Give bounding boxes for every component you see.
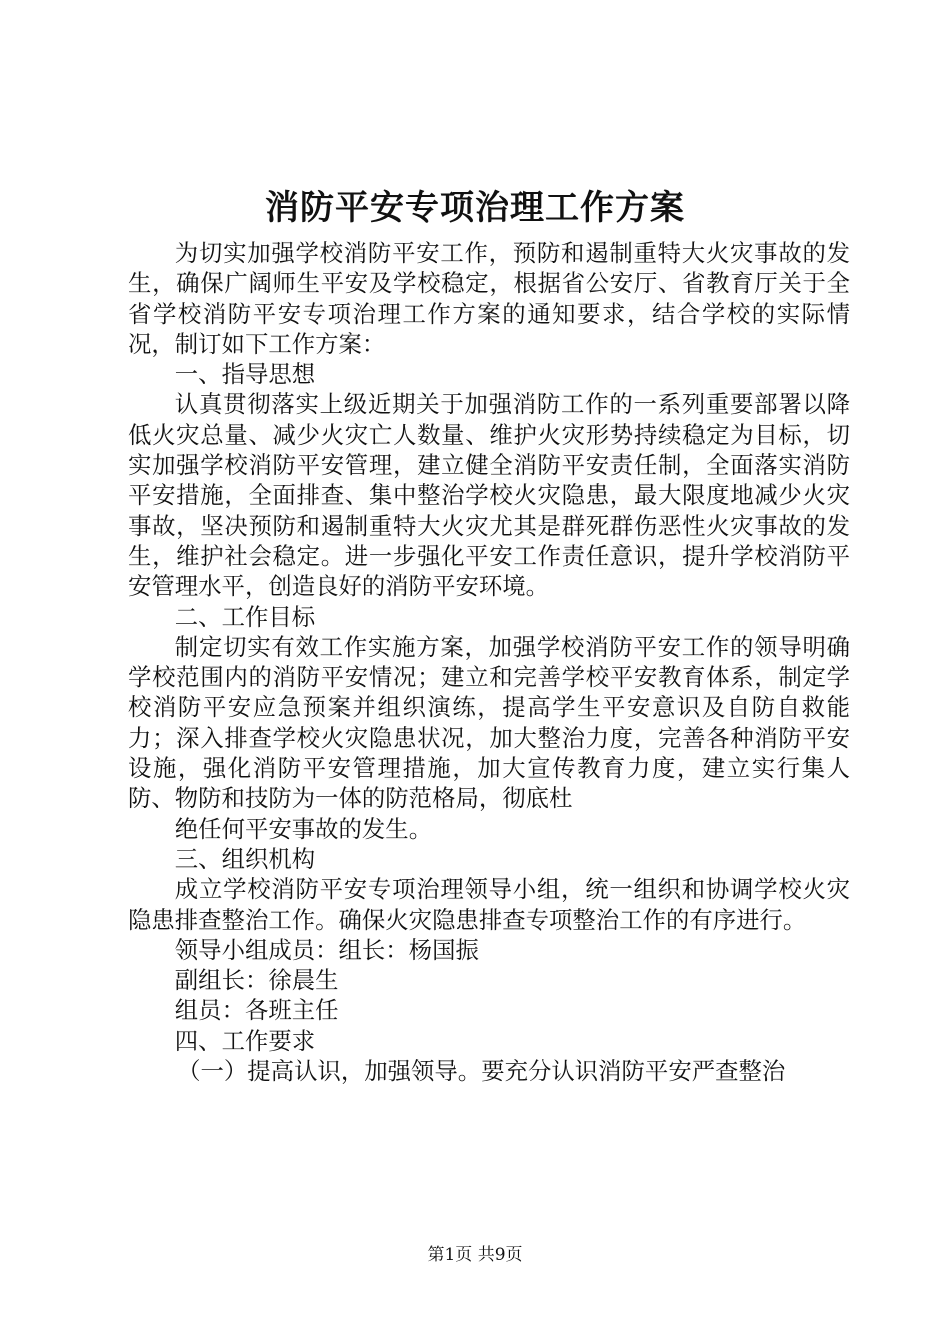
page-number-footer: 第1页 共9页 — [427, 1245, 523, 1265]
document-body — [128, 238, 850, 1086]
paragraph-guiding-thought: 认真贯彻落实上级近期关于加强消防工作的一系列重要部署以降低火灾总量、减少火灾亡人数量、维护火灾形势持续稳定为目标，切实加强学校消防平安管理，建立健全消防平安责任制，全面落实消防平安措施，全面排查、集中整治学校火灾隐患，最大限度地减少火灾事故，坚决预防和遏制重特大火灾尤其是群死群伤恶性火灾事故的发生，维护社会稳定。进一步强化平安工作责任意识，提升学校消防平安管理水平，创造良好的消防平安环境。 — [128, 390, 850, 601]
section-heading-guiding-thought: 一、指导思想 — [174, 360, 316, 389]
paragraph-work-goals: 制定切实有效工作实施方案，加强学校消防平安工作的领导明确学校范围内的消防平安情况；建立和完善学校平安教育体系，制定学校消防平安应急预案并组织演练，提高学生平安意识及自防自救能力；深入排查学校火灾隐患状况，加大整治力度，完善各种消防平安设施，强化消防平安管理措施，加大宣传教育力度，建立实行集人防、物防和技防为一体的防范格局，彻底杜 — [128, 632, 850, 813]
document-title: 消防平安专项治理工作方案 — [265, 188, 685, 228]
members-line: 组员：各班主任 — [174, 996, 339, 1025]
paragraph-intro: 为切实加强学校消防平安工作，预防和遏制重特大火灾事故的发生，确保广阔师生平安及学校稳定，根据省公安厅、省教育厅关于全省学校消防平安专项治理工作方案的通知要求，结合学校的实际情况，制订如下工作方案： — [128, 239, 850, 358]
requirement-item-1: （一）提高认识，加强领导。要充分认识消防平安严查整治 — [177, 1057, 786, 1086]
section-heading-work-requirements: 四、工作要求 — [174, 1026, 316, 1055]
section-heading-organization: 三、组织机构 — [174, 844, 316, 873]
paragraph-work-goals-continued: 绝任何平安事故的发生。 — [174, 814, 433, 843]
leader-line: 领导小组成员：组长：杨国振 — [174, 935, 479, 964]
paragraph-organization: 成立学校消防平安专项治理领导小组，统一组织和协调学校火灾隐患排查整治工作。确保火灾隐患排查专项整治工作的有序进行。 — [128, 875, 850, 934]
section-heading-work-goals: 二、工作目标 — [174, 602, 316, 631]
deputy-leader-line: 副组长：徐晨生 — [174, 966, 339, 995]
